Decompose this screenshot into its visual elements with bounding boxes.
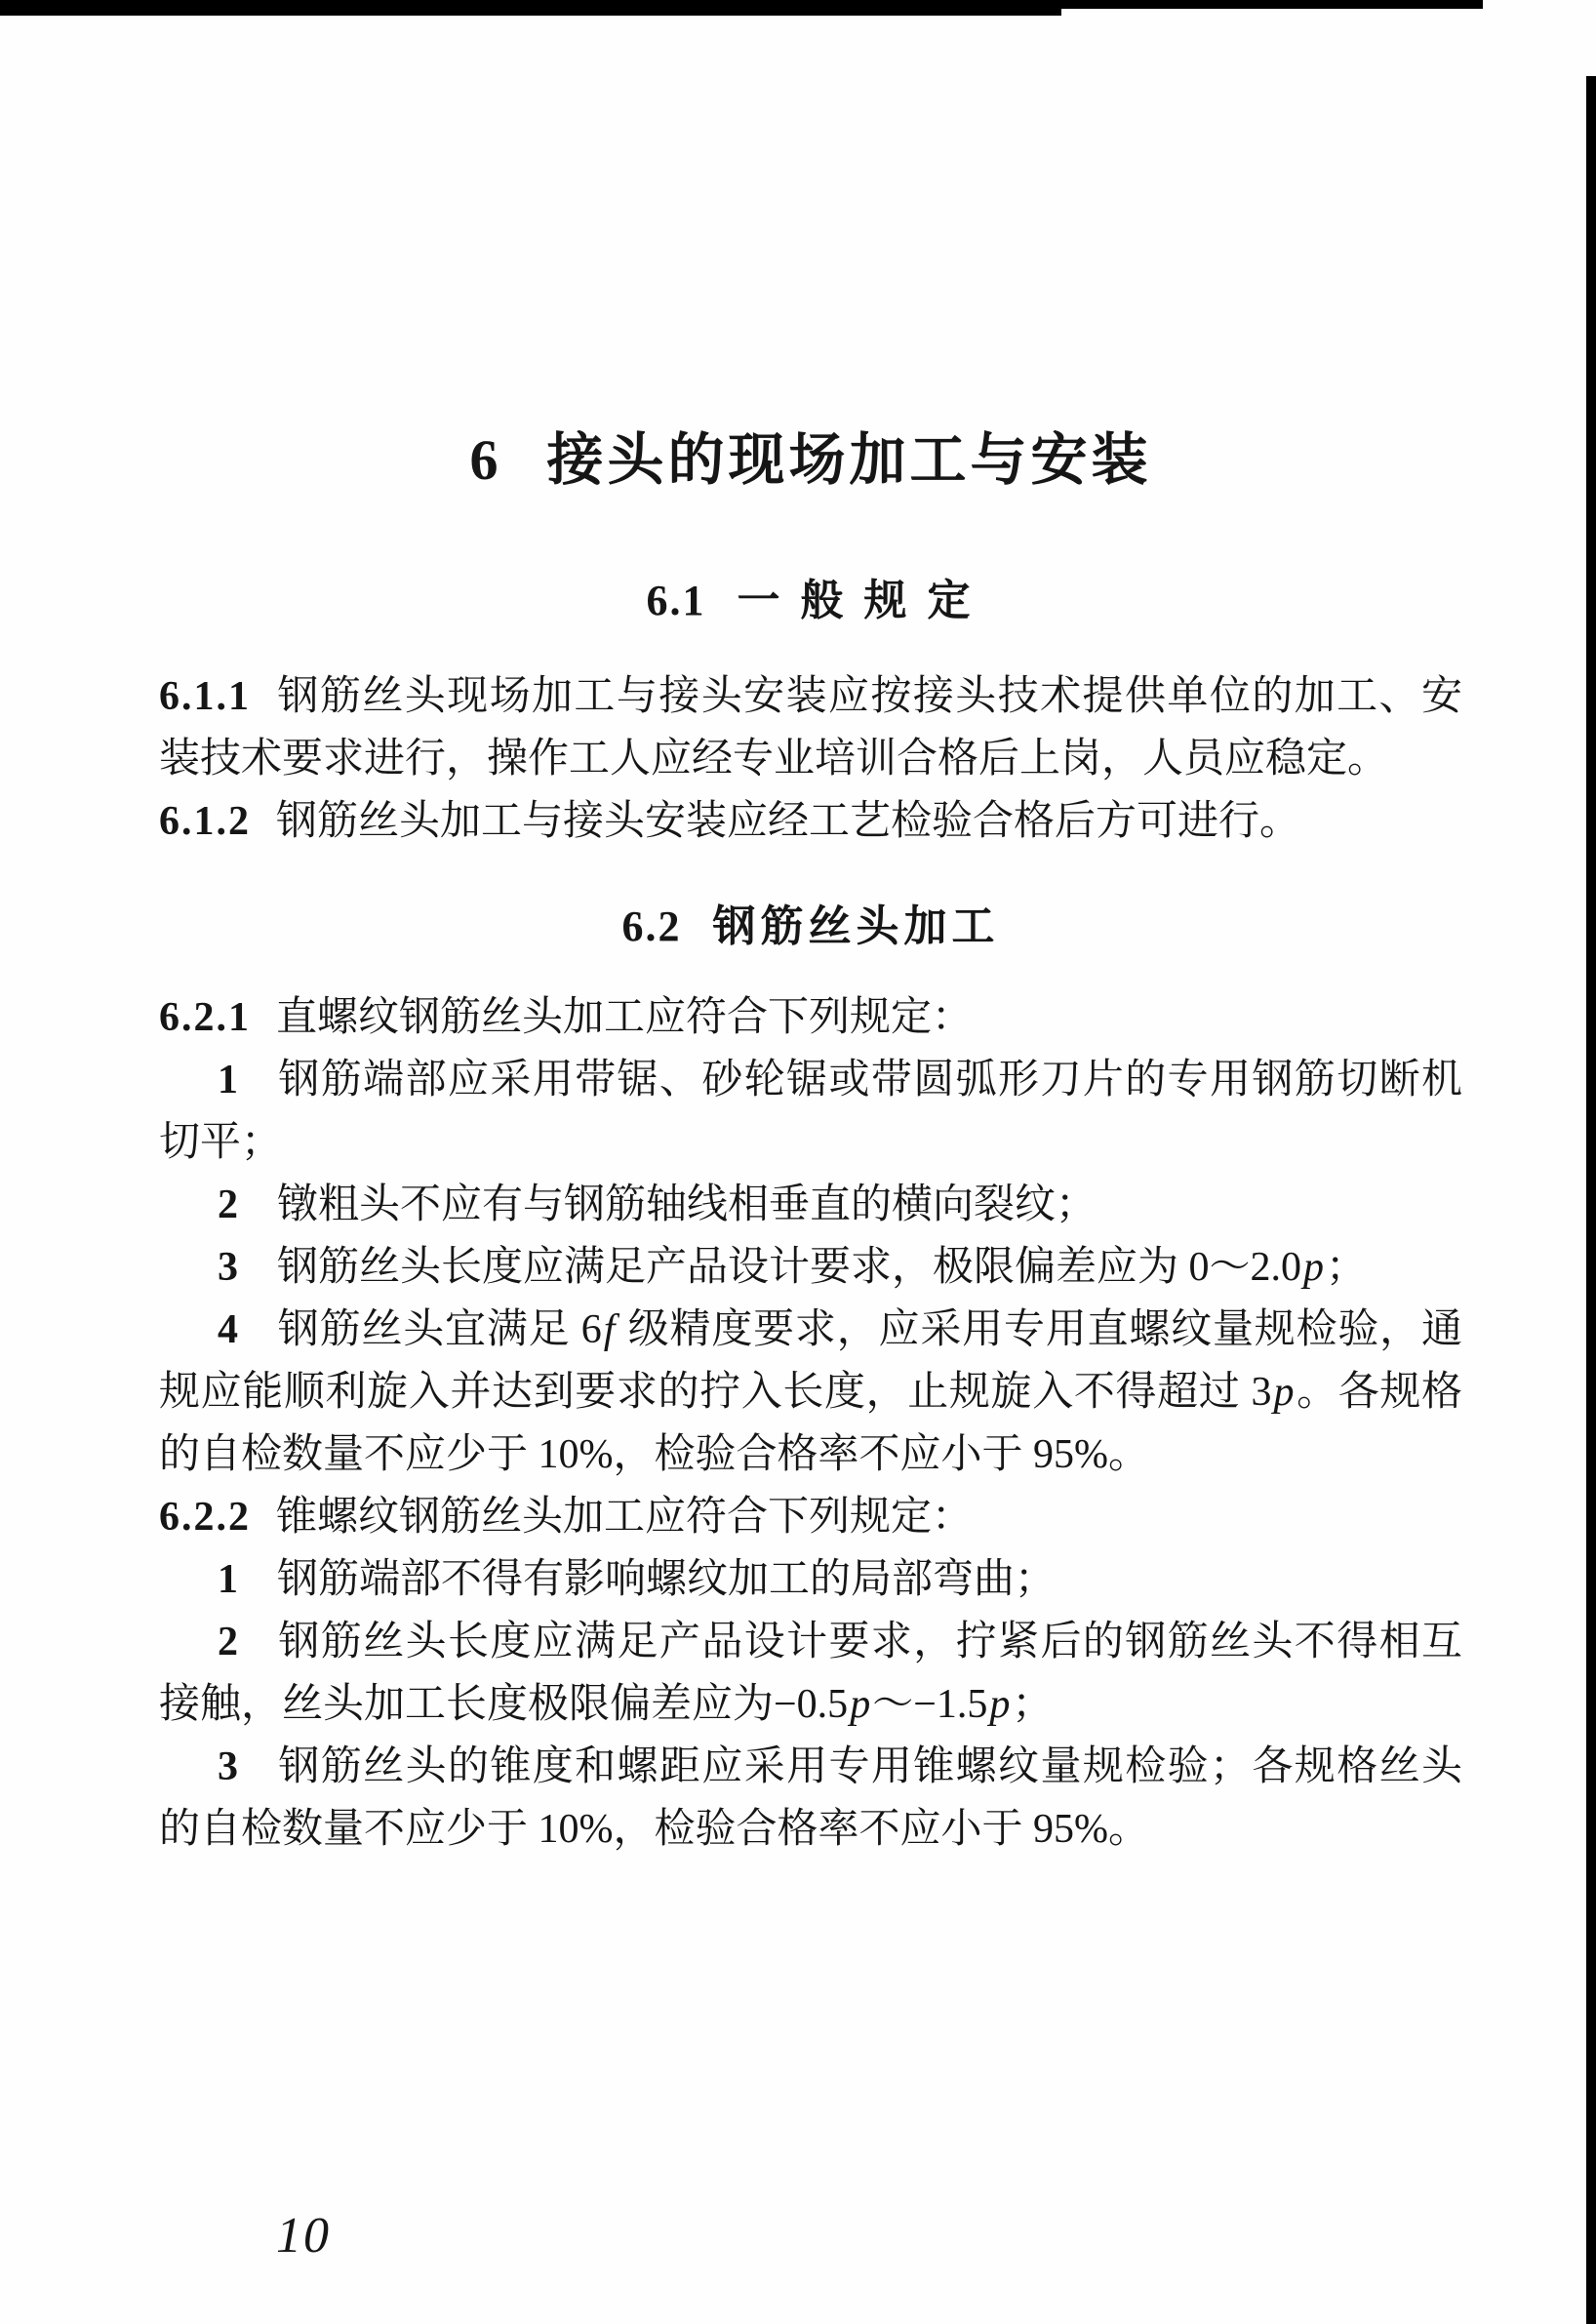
item-text: 钢筋端部不得有影响螺纹加工的局部弯曲； [277,1556,1057,1602]
item-text: ～−1.5 [872,1681,988,1727]
variable-p: p [989,1681,1011,1727]
item-text: 。各规格的自检数量不应少于 10%，检验合格率不应小于 95%。 [159,1369,1462,1477]
section-number: 6.2 [621,902,682,951]
clause-6-2-1-item-1 [159,1049,1462,1174]
clause-text: 锥螺纹钢筋丝头加工应符合下列规定： [276,1494,974,1540]
clause-6-2-1-item-2 [159,1174,1462,1236]
page-number: 10 [276,2208,331,2264]
variable-p: p [1303,1244,1325,1290]
clause-text: 直螺纹钢筋丝头加工应符合下列规定： [276,994,974,1040]
section-title: 一 般 规 定 [737,576,976,624]
scan-artifact-right-edge [1586,76,1596,2324]
item-number: 3 [218,1244,238,1290]
clause-6-2-1-item-3 [159,1236,1462,1299]
item-number: 2 [218,1182,238,1227]
clause-6-1-2 [159,790,1462,853]
clause-number: 6.2.1 [159,994,251,1040]
clause-text: 钢筋丝头加工与接头安装应经工艺检验合格后方可进行。 [276,799,1301,845]
section-title: 钢筋丝头加工 [712,902,1000,951]
section-number: 6.1 [646,576,706,624]
item-text: 钢筋丝头的锥度和螺距应采用专用锥螺纹量规检验；各规格丝头的自检数量不应少于 10%，检验合格率不应小于 95%。 [159,1743,1462,1852]
clause-number: 6.1.1 [159,674,251,720]
item-text: 钢筋端部应采用带锯、砂轮锯或带圆弧形刀片的专用钢筋切断机切平； [159,1057,1462,1165]
item-text: 钢筋丝头长度应满足产品设计要求，拧紧后的钢筋丝头不得相互接触，丝头加工长度极限偏差应为−0.5 [159,1619,1462,1727]
clause-6-2-1 [159,986,1462,1049]
clause-6-2-2-item-1 [159,1548,1462,1611]
clause-number: 6.2.2 [159,1494,251,1540]
item-text: 钢筋丝头长度应满足产品设计要求，极限偏差应为 0～2.0 [277,1244,1302,1290]
item-number: 2 [218,1619,238,1664]
section-heading-6-1 [159,578,1462,624]
chapter-heading [159,429,1462,492]
clause-6-2-2 [159,1486,1462,1548]
item-text: ； [1326,1244,1368,1290]
scan-artifact-top-left [0,9,1061,16]
clause-6-2-1-item-4 [159,1299,1462,1486]
variable-p: p [1273,1369,1295,1415]
item-text: 钢筋丝头宜满足 6 [277,1306,602,1352]
clause-6-2-2-item-3 [159,1736,1462,1861]
clause-number: 6.1.2 [159,799,251,845]
page-content [159,429,1462,1861]
item-text: 级精度要求，应采用专用直螺纹量规检验，通规应能顺利旋入并达到要求的拧入长度，止规旋入不得超过 3 [159,1306,1462,1415]
chapter-title: 接头的现场加工与安装 [546,428,1152,492]
section-heading-6-2 [159,903,1462,950]
item-number: 3 [218,1743,238,1789]
item-text: ； [1012,1681,1054,1727]
item-number: 1 [218,1057,238,1102]
clause-6-1-1 [159,665,1462,790]
clause-6-2-2-item-2 [159,1611,1462,1736]
scan-artifact-top [0,0,1483,9]
item-number: 4 [218,1306,238,1352]
chapter-number: 6 [469,428,502,492]
variable-p: p [850,1681,871,1727]
item-text: 镦粗头不应有与钢筋轴线相垂直的横向裂纹； [277,1182,1097,1227]
item-number: 1 [218,1556,238,1602]
variable-f: f [603,1306,616,1352]
clause-text: 钢筋丝头现场加工与接头安装应按接头技术提供单位的加工、安装技术要求进行，操作工人应经专业培训合格后上岗，人员应稳定。 [159,674,1462,782]
